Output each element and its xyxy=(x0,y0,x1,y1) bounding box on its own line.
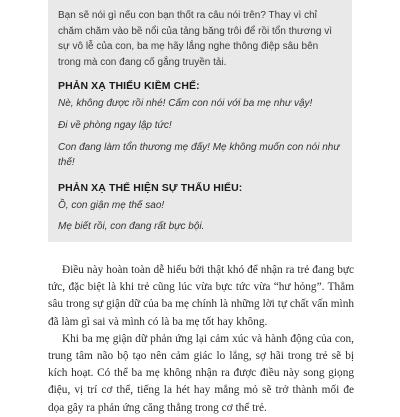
callout-box xyxy=(48,0,352,242)
quote-5: Mẹ biết rồi, con đang rất bực bội. xyxy=(58,221,205,233)
body-text xyxy=(48,262,354,417)
callout-intro: Bạn sẽ nói gì nếu con bạn thốt ra câu nói trên? Thay vì chỉ chăm chăm vào bề nổi của tảng băng trôi để rồi tổn thương vì sự vô lễ của con, ba mẹ hãy lắng nghe thông điệp sâu bên trong mà con đang cố gắng truyền tải. xyxy=(58,10,332,68)
quote-1: Nè, không được rồi nhé! Cấm con nói với ba mẹ như vậy! xyxy=(58,98,313,110)
body-paragraph-2: Khi ba mẹ giận dữ phản ứng lại cảm xúc và hành động của con, trung tâm não bộ tạo nên cảm giác lo lắng, sợ hãi trong trẻ sẽ bị kích hoạt. Có thể ba mẹ không nhận ra được điều này song giọng điệu, vị trí cơ thể, tiếng la hét hay mắng mỏ sẽ trở thành mối đe dọa gây ra phản ứng căng thẳng trong cơ thể trẻ. xyxy=(48,332,354,414)
quote-4: Ồ, con giận mẹ thế sao! xyxy=(58,199,165,211)
section-heading-empathetic: PHẢN XẠ THỂ HIỆN SỰ THẤU HIỂU: xyxy=(58,181,243,194)
quote-2: Đi về phòng ngay lập tức! xyxy=(58,119,172,131)
body-paragraph-1: Điều này hoàn toàn dễ hiểu bởi thật khó để nhận ra trẻ đang bực tức, đặc biệt là khi trẻ cũng lúc vừa bực tức vừa “hư hỏng”. Thẳm sâu trong sự giận dữ của ba mẹ chính là những lời tự chất vấn mình đã làm gì sai và mình có là ba mẹ tốt hay không. xyxy=(48,264,354,328)
quote-3: Con đang làm tổn thương mẹ đấy! Mẹ không muốn con nói như thế! xyxy=(58,141,340,169)
section-heading-unrestrained: PHẢN XẠ THIẾU KIỀM CHẾ: xyxy=(58,80,200,93)
